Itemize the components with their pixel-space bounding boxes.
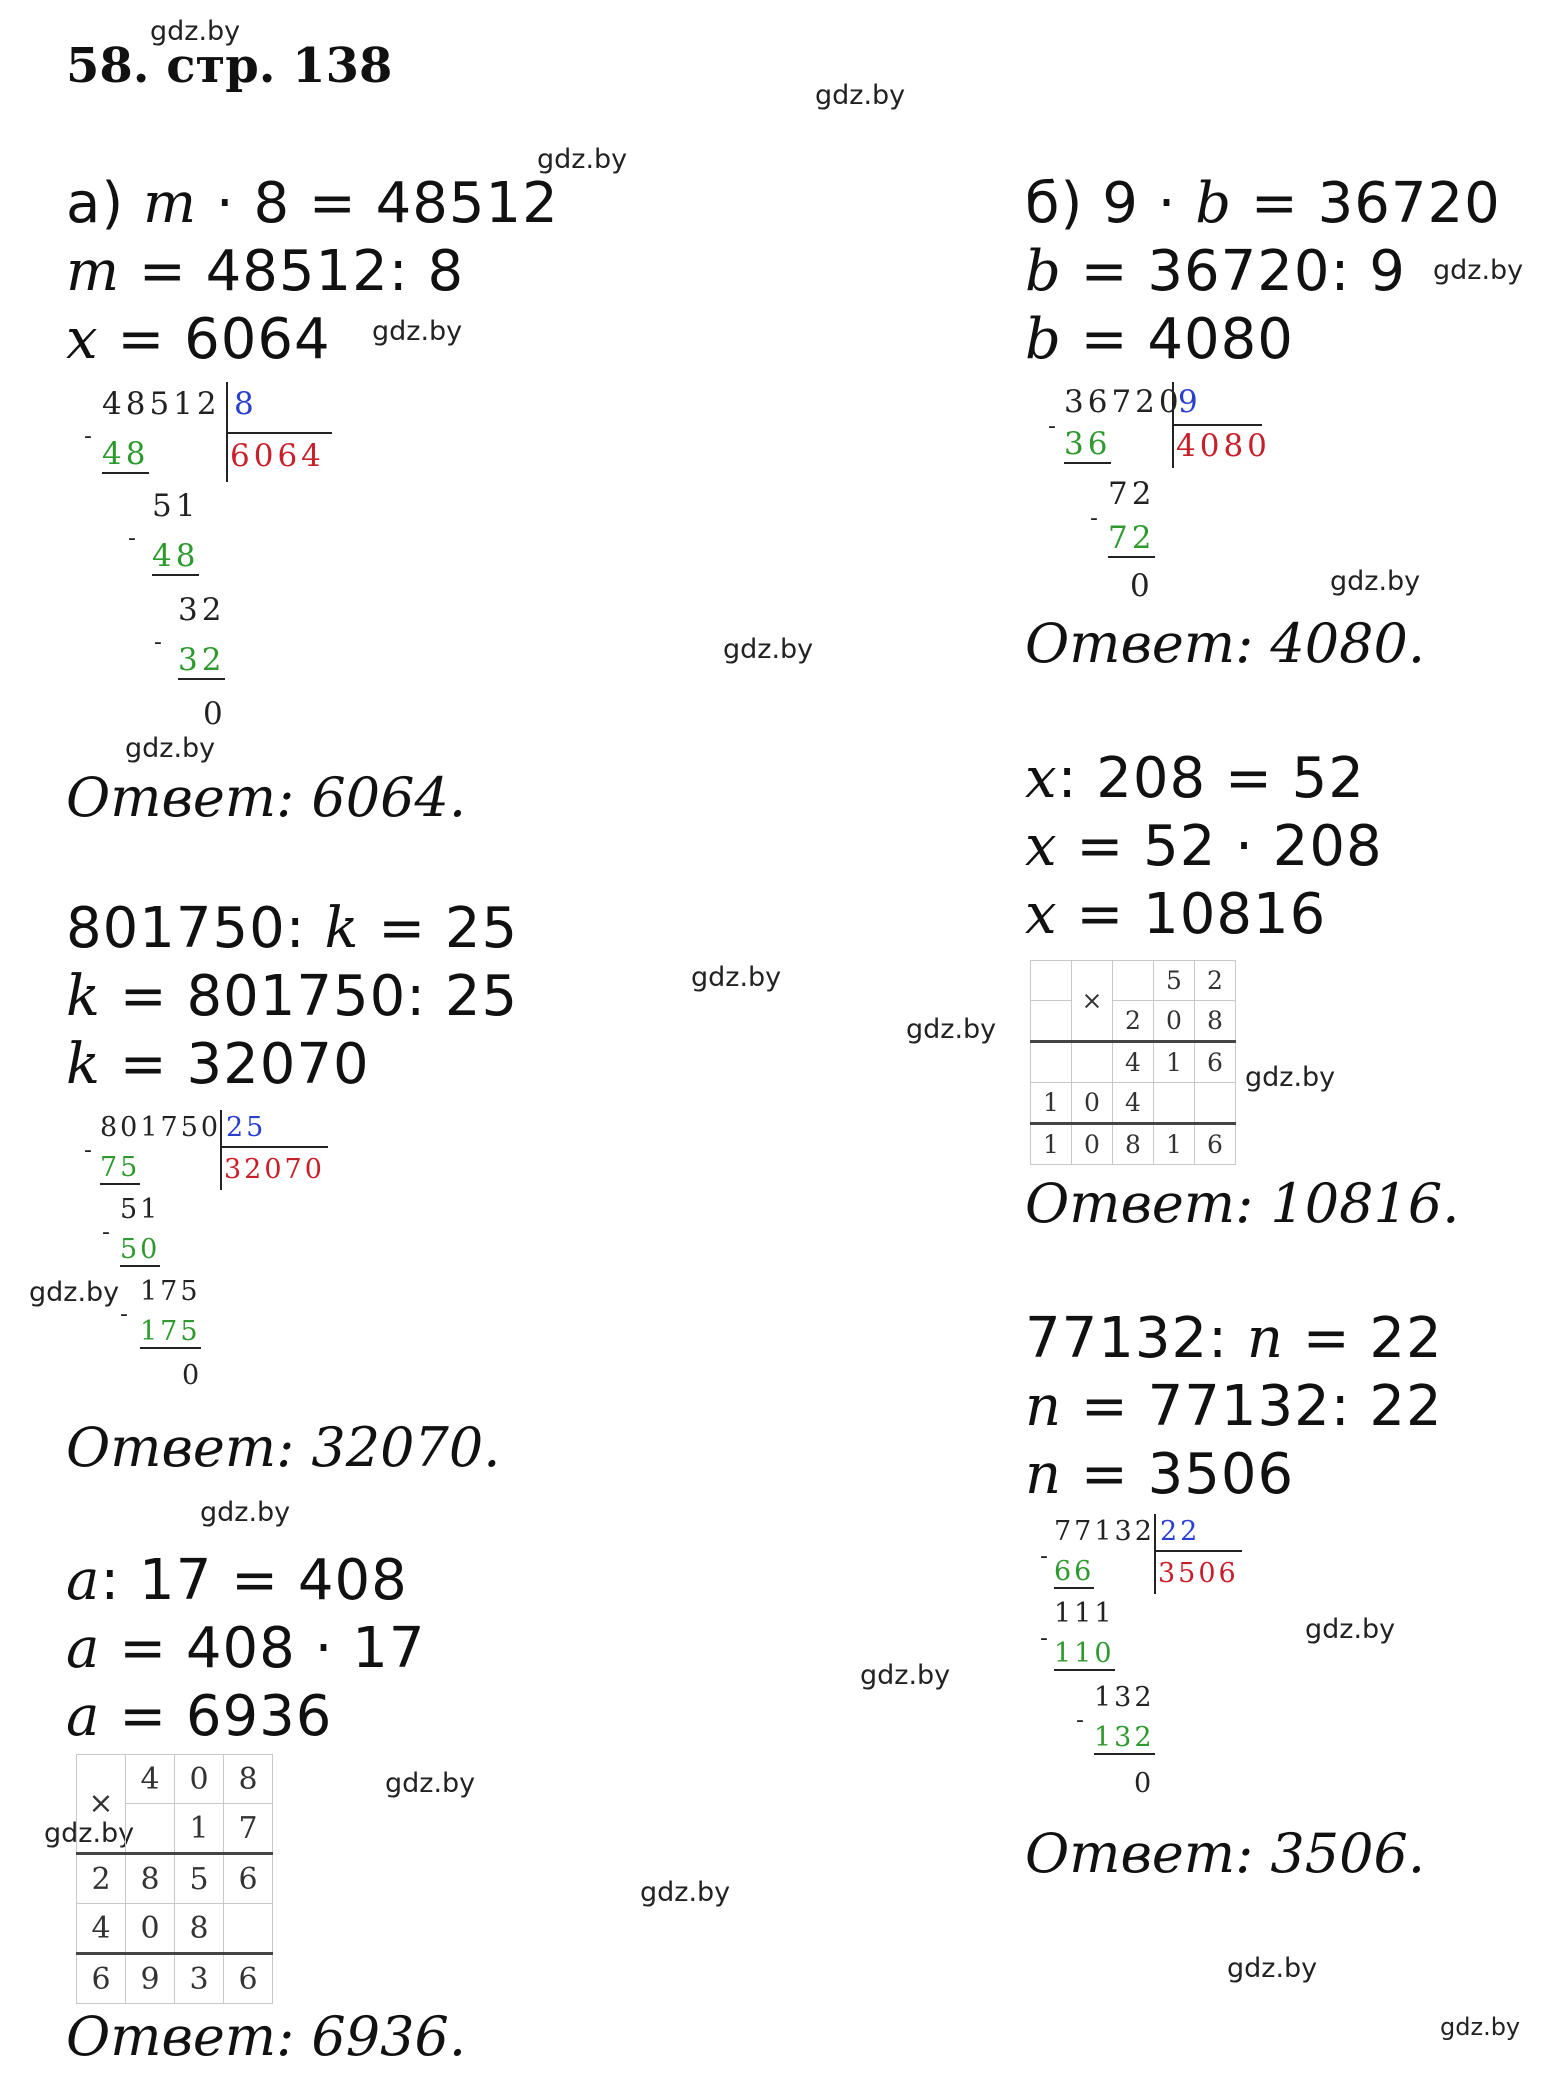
dividend: 48512 xyxy=(102,386,221,422)
subtrahend: 50 xyxy=(120,1234,161,1265)
subtrahend: 132 xyxy=(1094,1722,1155,1753)
partial: 32 xyxy=(178,592,226,628)
quotient: 3506 xyxy=(1158,1558,1239,1589)
watermark: gdz.by xyxy=(1227,1953,1318,1984)
watermark: gdz.by xyxy=(723,634,814,665)
remainder: 0 xyxy=(1134,1768,1155,1799)
equation: a = 6936 xyxy=(66,1684,333,1749)
answer: Ответ: 10816. xyxy=(1025,1172,1460,1235)
watermark: gdz.by xyxy=(29,1277,120,1308)
watermark: gdz.by xyxy=(1245,1062,1336,1093)
watermark: gdz.by xyxy=(1330,566,1421,597)
dividend: 36720 xyxy=(1064,384,1183,420)
remainder: 0 xyxy=(1130,568,1154,604)
subtrahend: 32 xyxy=(178,642,226,678)
answer: Ответ: 4080. xyxy=(1025,612,1426,675)
watermark: gdz.by xyxy=(906,1014,997,1045)
multiplication-table: × 5 2 2 0 8 4 1 6 1 0 4 1 0 8 1 6 xyxy=(1030,960,1236,1165)
answer: Ответ: 6064. xyxy=(66,766,467,829)
quotient: 4080 xyxy=(1176,428,1271,464)
equation: k = 32070 xyxy=(66,1032,370,1097)
equation: k = 801750: 25 xyxy=(66,964,519,1029)
partial: 51 xyxy=(120,1194,161,1225)
remainder: 0 xyxy=(203,696,227,732)
subtrahend: 175 xyxy=(140,1316,201,1347)
divisor: 8 xyxy=(234,386,258,422)
partial: 72 xyxy=(1108,476,1156,512)
multiplication-table: × 4 0 8 1 7 2 8 5 6 4 0 8 6 9 3 6 xyxy=(76,1754,273,2004)
equation: x: 208 = 52 xyxy=(1025,746,1365,811)
watermark: gdz.by xyxy=(372,316,463,347)
remainder: 0 xyxy=(182,1360,203,1391)
equation: x = 10816 xyxy=(1025,882,1327,947)
watermark: gdz.by xyxy=(385,1768,476,1799)
equation: a: 17 = 408 xyxy=(66,1548,408,1613)
page-title: 58. стр. 138 xyxy=(66,38,393,94)
watermark: gdz.by xyxy=(1305,1614,1396,1645)
answer: Ответ: 3506. xyxy=(1025,1822,1426,1885)
watermark: gdz.by xyxy=(44,1818,135,1849)
partial: 51 xyxy=(152,488,200,524)
times-sign: × xyxy=(1072,961,1113,1042)
subtrahend: 48 xyxy=(102,436,150,472)
divisor: 25 xyxy=(226,1112,267,1143)
equation: x = 52 · 208 xyxy=(1025,814,1383,879)
answer: Ответ: 32070. xyxy=(66,1416,501,1479)
subtrahend: 110 xyxy=(1054,1638,1115,1669)
equation: n = 77132: 22 xyxy=(1025,1374,1443,1439)
answer: Ответ: 6936. xyxy=(66,2005,467,2068)
subtrahend: 36 xyxy=(1064,426,1112,462)
watermark: gdz.by xyxy=(640,1877,731,1908)
watermark: gdz.by xyxy=(125,733,216,764)
equation: 77132: n = 22 xyxy=(1025,1306,1443,1371)
equation: x = 6064 xyxy=(66,307,331,372)
equation: б) 9 · b = 36720 xyxy=(1025,171,1501,236)
watermark: gdz.by xyxy=(815,80,906,111)
equation: b = 4080 xyxy=(1025,307,1294,372)
watermark: gdz.by xyxy=(150,16,241,47)
watermark: gdz.by xyxy=(537,144,628,175)
equation: m = 48512: 8 xyxy=(66,239,465,304)
equation: 801750: k = 25 xyxy=(66,896,519,961)
subtrahend: 75 xyxy=(100,1152,141,1183)
equation: а) m · 8 = 48512 xyxy=(66,171,559,236)
divisor: 22 xyxy=(1160,1516,1201,1547)
watermark: gdz.by xyxy=(1440,2013,1521,2041)
subtrahend: 72 xyxy=(1108,520,1156,556)
dividend: 77132 xyxy=(1054,1516,1155,1547)
watermark: gdz.by xyxy=(1433,255,1524,286)
equation: a = 408 · 17 xyxy=(66,1616,426,1681)
times-sign: × xyxy=(77,1755,126,1854)
subtrahend: 66 xyxy=(1054,1556,1095,1587)
quotient: 6064 xyxy=(230,438,325,474)
watermark: gdz.by xyxy=(860,1660,951,1691)
watermark: gdz.by xyxy=(200,1497,291,1528)
equation: b = 36720: 9 xyxy=(1025,239,1406,304)
subtrahend: 48 xyxy=(152,538,200,574)
dividend: 801750 xyxy=(100,1112,222,1143)
partial: 175 xyxy=(140,1276,201,1307)
quotient: 32070 xyxy=(224,1154,325,1185)
divisor: 9 xyxy=(1178,384,1202,420)
equation: n = 3506 xyxy=(1025,1442,1295,1507)
partial: 111 xyxy=(1054,1598,1115,1629)
partial: 132 xyxy=(1094,1682,1155,1713)
watermark: gdz.by xyxy=(691,962,782,993)
